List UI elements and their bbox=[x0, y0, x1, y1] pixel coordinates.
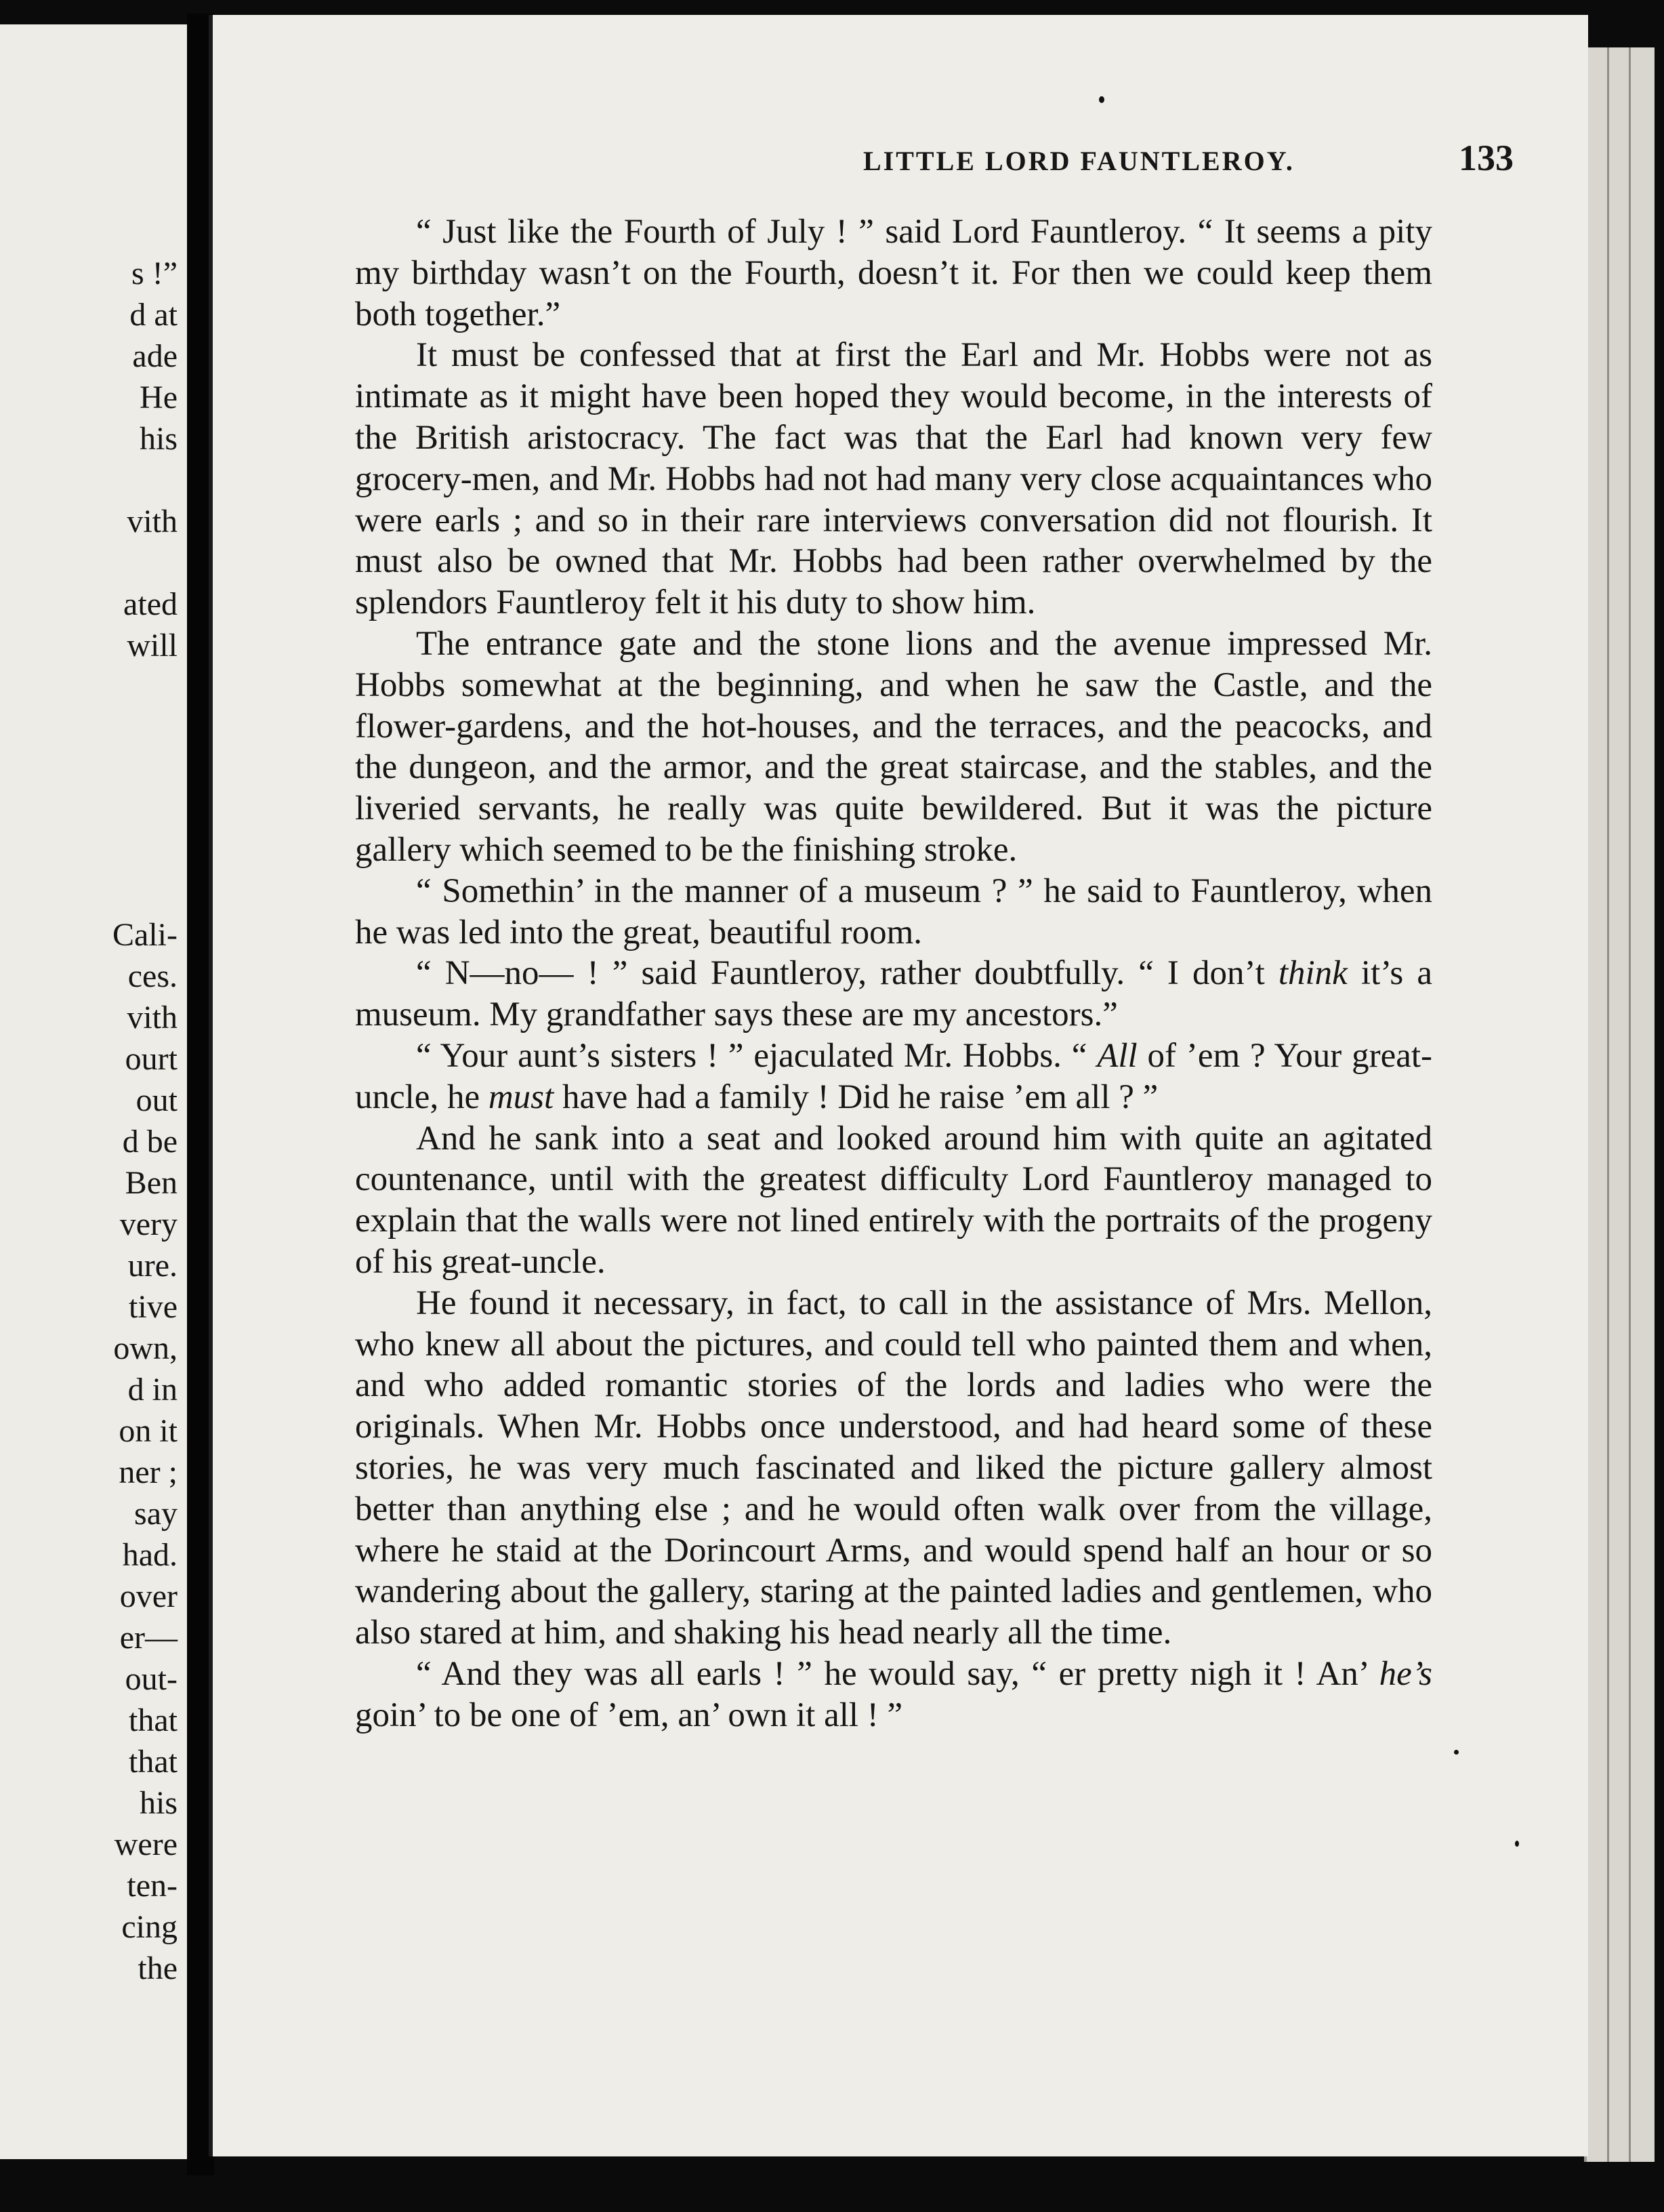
text-run: “ N—no— ! ” said Fauntleroy, rather doubtfully. “ I don’t bbox=[416, 954, 1278, 993]
left-page-line-fragment: ces. bbox=[127, 958, 178, 994]
left-page-line-fragment: on it bbox=[119, 1413, 178, 1449]
running-title: LITTLE LORD FAUNTLEROY. bbox=[863, 146, 1295, 176]
left-page-line-fragment: say bbox=[134, 1496, 178, 1532]
page-number: 133 bbox=[1459, 138, 1514, 178]
text-run: it’s a museum. My grandfather says these are my ancestors.” bbox=[355, 954, 1433, 1034]
left-page-line-fragment: vith bbox=[127, 504, 178, 539]
left-page-line-fragment: d at bbox=[129, 297, 178, 333]
scan-speck bbox=[1099, 96, 1104, 103]
left-page-line-fragment: Cali- bbox=[112, 917, 178, 953]
left-page-line-fragment: were bbox=[114, 1826, 178, 1862]
text-run: have had a family ! Did he raise ’em all ? ” bbox=[554, 1078, 1159, 1116]
emphasis: he’s bbox=[1379, 1654, 1432, 1693]
previous-page-fragment bbox=[0, 24, 187, 2159]
page-body bbox=[355, 211, 1432, 1736]
left-page-line-fragment: ade bbox=[132, 338, 178, 374]
left-page-line-fragment: ner ; bbox=[119, 1454, 178, 1490]
left-page-line-fragment: his bbox=[139, 1785, 178, 1821]
paragraph: “ Just like the Fourth of July ! ” said Lord Fauntleroy. “ It seems a pity my birthday wasn’t on the Fourth, doesn’t it. For then we could keep them both together.” bbox=[355, 213, 1432, 333]
emphasis: must bbox=[488, 1078, 554, 1116]
paragraph: The entrance gate and the stone lions and the avenue impressed Mr. Hobbs somewhat at the beginning, and when he saw the Castle, and the flower-gardens, and the hot-houses, and the terraces, and the peacocks, and the dungeon, and the armor, and the great staircase, and the stables, and the liveried servants, he really was quite bewildered. But it was the picture gallery which seemed to be the finishing stroke. bbox=[355, 624, 1432, 869]
left-page-line-fragment: that bbox=[129, 1744, 178, 1780]
left-page-line-fragment: very bbox=[119, 1206, 178, 1242]
left-page-line-fragment: his bbox=[139, 421, 178, 457]
paragraph: It must be confessed that at first the Earl and Mr. Hobbs were not as intimate as it might have been hoped they would become, in the interests of the British aristocracy. The fact was that the Earl had known very few grocery-men, and Mr. Hobbs had not had many very close acquaintances who were earls ; and so in their rare interviews conversation did not flourish. It must also be owned that Mr. Hobbs had been rather overwhelmed by the splendors Fauntleroy felt it his duty to show him. bbox=[355, 336, 1432, 622]
left-page-line-fragment: ten- bbox=[127, 1868, 178, 1904]
running-head bbox=[369, 137, 1581, 191]
left-page-line-fragment: the bbox=[138, 1950, 178, 1986]
left-page-line-fragment: ure. bbox=[127, 1248, 178, 1284]
paragraph bbox=[355, 953, 1432, 1036]
page-edges bbox=[1584, 47, 1655, 2162]
left-page-line-fragment: er— bbox=[119, 1620, 178, 1656]
book-page bbox=[209, 15, 1588, 2156]
left-page-line-fragment: d in bbox=[127, 1372, 178, 1408]
scan-speck bbox=[1515, 1841, 1519, 1847]
left-page-line-fragment: He bbox=[140, 380, 178, 415]
left-page-line-fragment: own, bbox=[113, 1330, 178, 1366]
left-page-line-fragment: cing bbox=[121, 1909, 178, 1945]
emphasis: think bbox=[1278, 954, 1348, 993]
emphasis: All bbox=[1097, 1036, 1138, 1075]
left-page-line-fragment: over bbox=[119, 1578, 178, 1614]
paragraph: He found it necessary, in fact, to call in the assistance of Mrs. Mellon, who knew all about the pictures, and could tell who painted them and when, and who added romantic stories of the lords and ladies who were the originals. When Mr. Hobbs once understood, and had heard some of these stories, he was very much fascinated and liked the picture gallery almost better than anything else ; and he would often walk over from the village, where he staid at the Dorincourt Arms, and would spend half an hour or so wandering about the gallery, staring at the painted ladies and gentlemen, who also stared at him, and shaking his head nearly all the time. bbox=[355, 1284, 1432, 1652]
paragraph: “ Somethin’ in the manner of a museum ? ” he said to Fauntleroy, when he was led into the great, beautiful room. bbox=[355, 872, 1432, 951]
left-page-line-fragment: d be bbox=[122, 1124, 178, 1160]
scan-speck bbox=[1454, 1750, 1459, 1755]
left-page-line-fragment: out bbox=[136, 1082, 178, 1118]
text-run: goin’ to be one of ’em, an’ own it all ! ” bbox=[355, 1696, 903, 1734]
text-run: “ Your aunt’s sisters ! ” ejaculated Mr. Hobbs. “ bbox=[416, 1036, 1098, 1075]
paragraph bbox=[355, 1036, 1432, 1118]
left-page-line-fragment: ourt bbox=[125, 1041, 178, 1077]
left-page-line-fragment: had. bbox=[122, 1537, 178, 1573]
paragraph: And he sank into a seat and looked around him with quite an agitated countenance, until with the greatest difficulty Lord Fauntleroy managed to explain that the walls were not lined entirely with the portraits of the progeny of his great-uncle. bbox=[355, 1119, 1432, 1281]
left-page-line-fragment: out- bbox=[125, 1661, 178, 1697]
left-page-line-fragment: that bbox=[129, 1702, 178, 1738]
left-page-line-fragment: Ben bbox=[125, 1165, 178, 1201]
text-run: “ And they was all earls ! ” he would say, “ er pretty nigh it ! An’ bbox=[416, 1654, 1379, 1693]
text-run: of ’em ? Your great-uncle, he bbox=[355, 1036, 1432, 1116]
paragraph bbox=[355, 1654, 1432, 1736]
left-page-line-fragment: s !” bbox=[131, 255, 178, 291]
left-page-line-fragment: vith bbox=[127, 1000, 178, 1036]
left-page-line-fragment: ated bbox=[123, 586, 178, 622]
left-page-line-fragment: tive bbox=[129, 1289, 178, 1325]
left-page-line-fragment: will bbox=[127, 628, 178, 663]
